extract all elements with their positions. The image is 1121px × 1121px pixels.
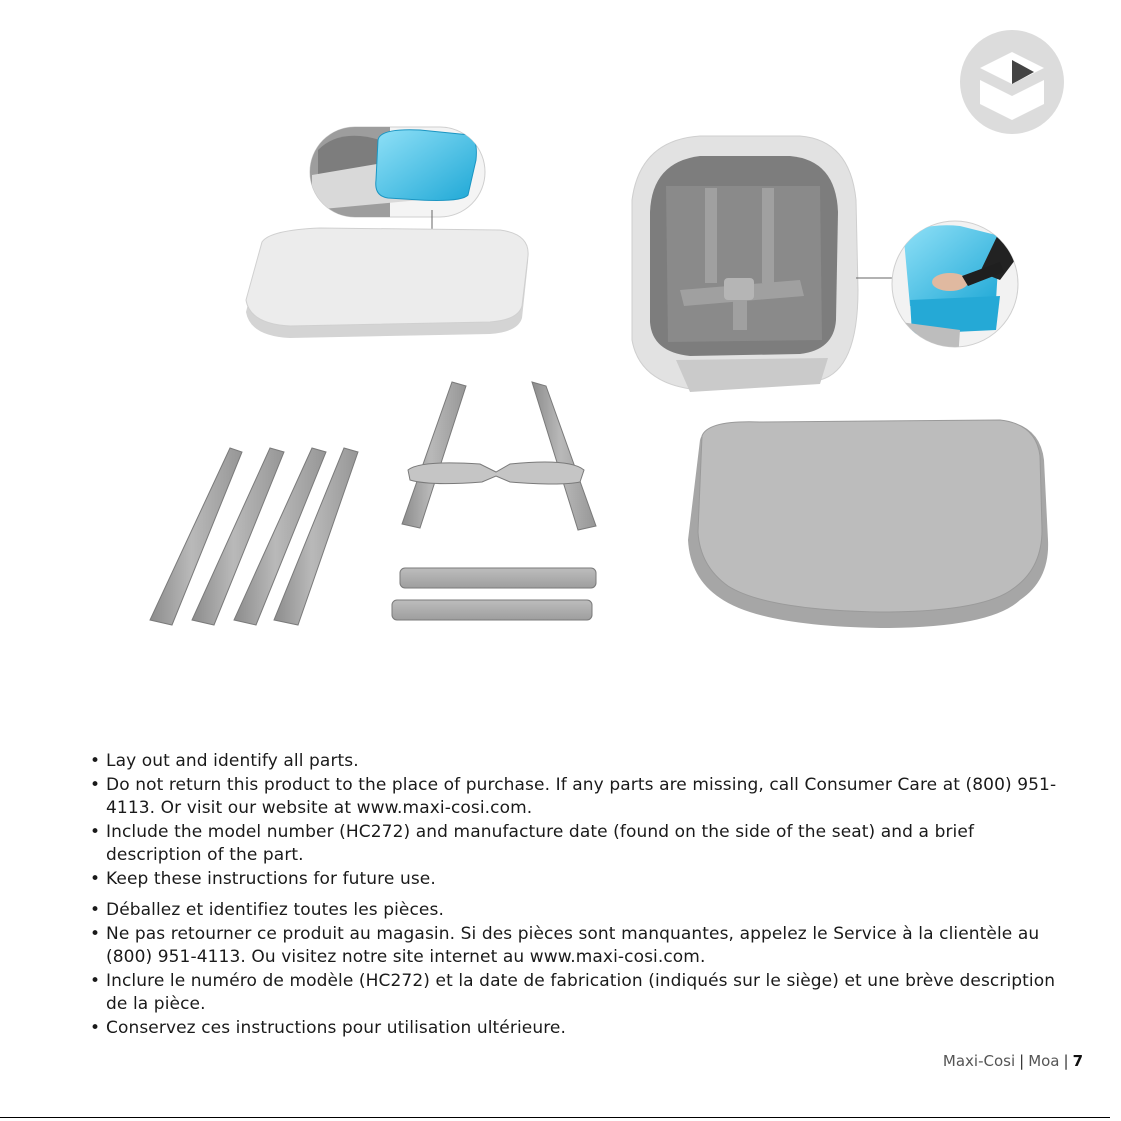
page-number: 7 — [1072, 1052, 1083, 1070]
bullet: • — [90, 900, 101, 920]
main-tray — [688, 420, 1048, 628]
instruction-text: Keep these instructions for future use. — [106, 868, 436, 889]
bullet: • — [90, 821, 101, 842]
bullet: • — [90, 868, 101, 889]
bottom-rule — [0, 1117, 1110, 1118]
instructions — [90, 750, 1070, 1040]
list-item — [90, 750, 1070, 774]
instruction-text: Déballez et identifiez toutes les pièces. — [106, 900, 444, 920]
list-item — [90, 774, 1070, 821]
page-footer — [943, 1052, 1083, 1070]
crossbars — [392, 568, 596, 620]
instructions-english — [90, 750, 1070, 891]
instruction-text: Lay out and identify all parts. — [106, 751, 359, 771]
list-item — [90, 868, 1070, 892]
list-item — [90, 923, 1070, 970]
instructions-french — [90, 899, 1070, 1040]
list-item — [90, 1017, 1070, 1041]
instruction-text: Conservez ces instructions pour utilisation ultérieure. — [106, 1017, 566, 1038]
seat-with-cushion — [632, 136, 896, 392]
footer-product: Moa — [1028, 1052, 1060, 1070]
list-item — [90, 821, 1070, 868]
footrest-frame — [402, 382, 596, 530]
tray-insert-detail — [310, 127, 485, 236]
tray-insert — [246, 228, 528, 338]
footer-brand: Maxi-Cosi — [942, 1052, 1016, 1070]
instruction-text: Inclure le numéro de modèle (HC272) et la date de fabrication (indiqués sur le siège) et une brève description de la pièce. — [106, 970, 1056, 1014]
list-item — [90, 899, 1070, 923]
list-item — [90, 970, 1070, 1017]
bullet: • — [90, 751, 101, 771]
footer-separator: | — [1063, 1052, 1069, 1070]
instruction-text: Include the model number (HC272) and manufacture date (found on the side of the seat) and a brief description of the part. — [106, 821, 975, 865]
instruction-text: Do not return this product to the place of purchase. If any parts are missing, call Consumer Care at (800) 951-4113. Or visit our website at www.maxi-cosi.com. — [106, 774, 1057, 818]
leg-tubes — [150, 448, 358, 625]
seat-cushion-detail — [892, 221, 1030, 360]
bullet: • — [90, 1017, 101, 1038]
bullet: • — [90, 970, 101, 991]
unbox-icon — [960, 30, 1064, 134]
footer-separator: | — [1019, 1052, 1025, 1070]
bullet: • — [90, 774, 101, 795]
bullet: • — [90, 923, 101, 944]
instruction-text: Ne pas retourner ce produit au magasin. Si des pièces sont manquantes, appelez le Service à la clientèle au (800) 951-4113. Ou visitez notre site internet au www.maxi-cosi.com. — [106, 923, 1040, 967]
